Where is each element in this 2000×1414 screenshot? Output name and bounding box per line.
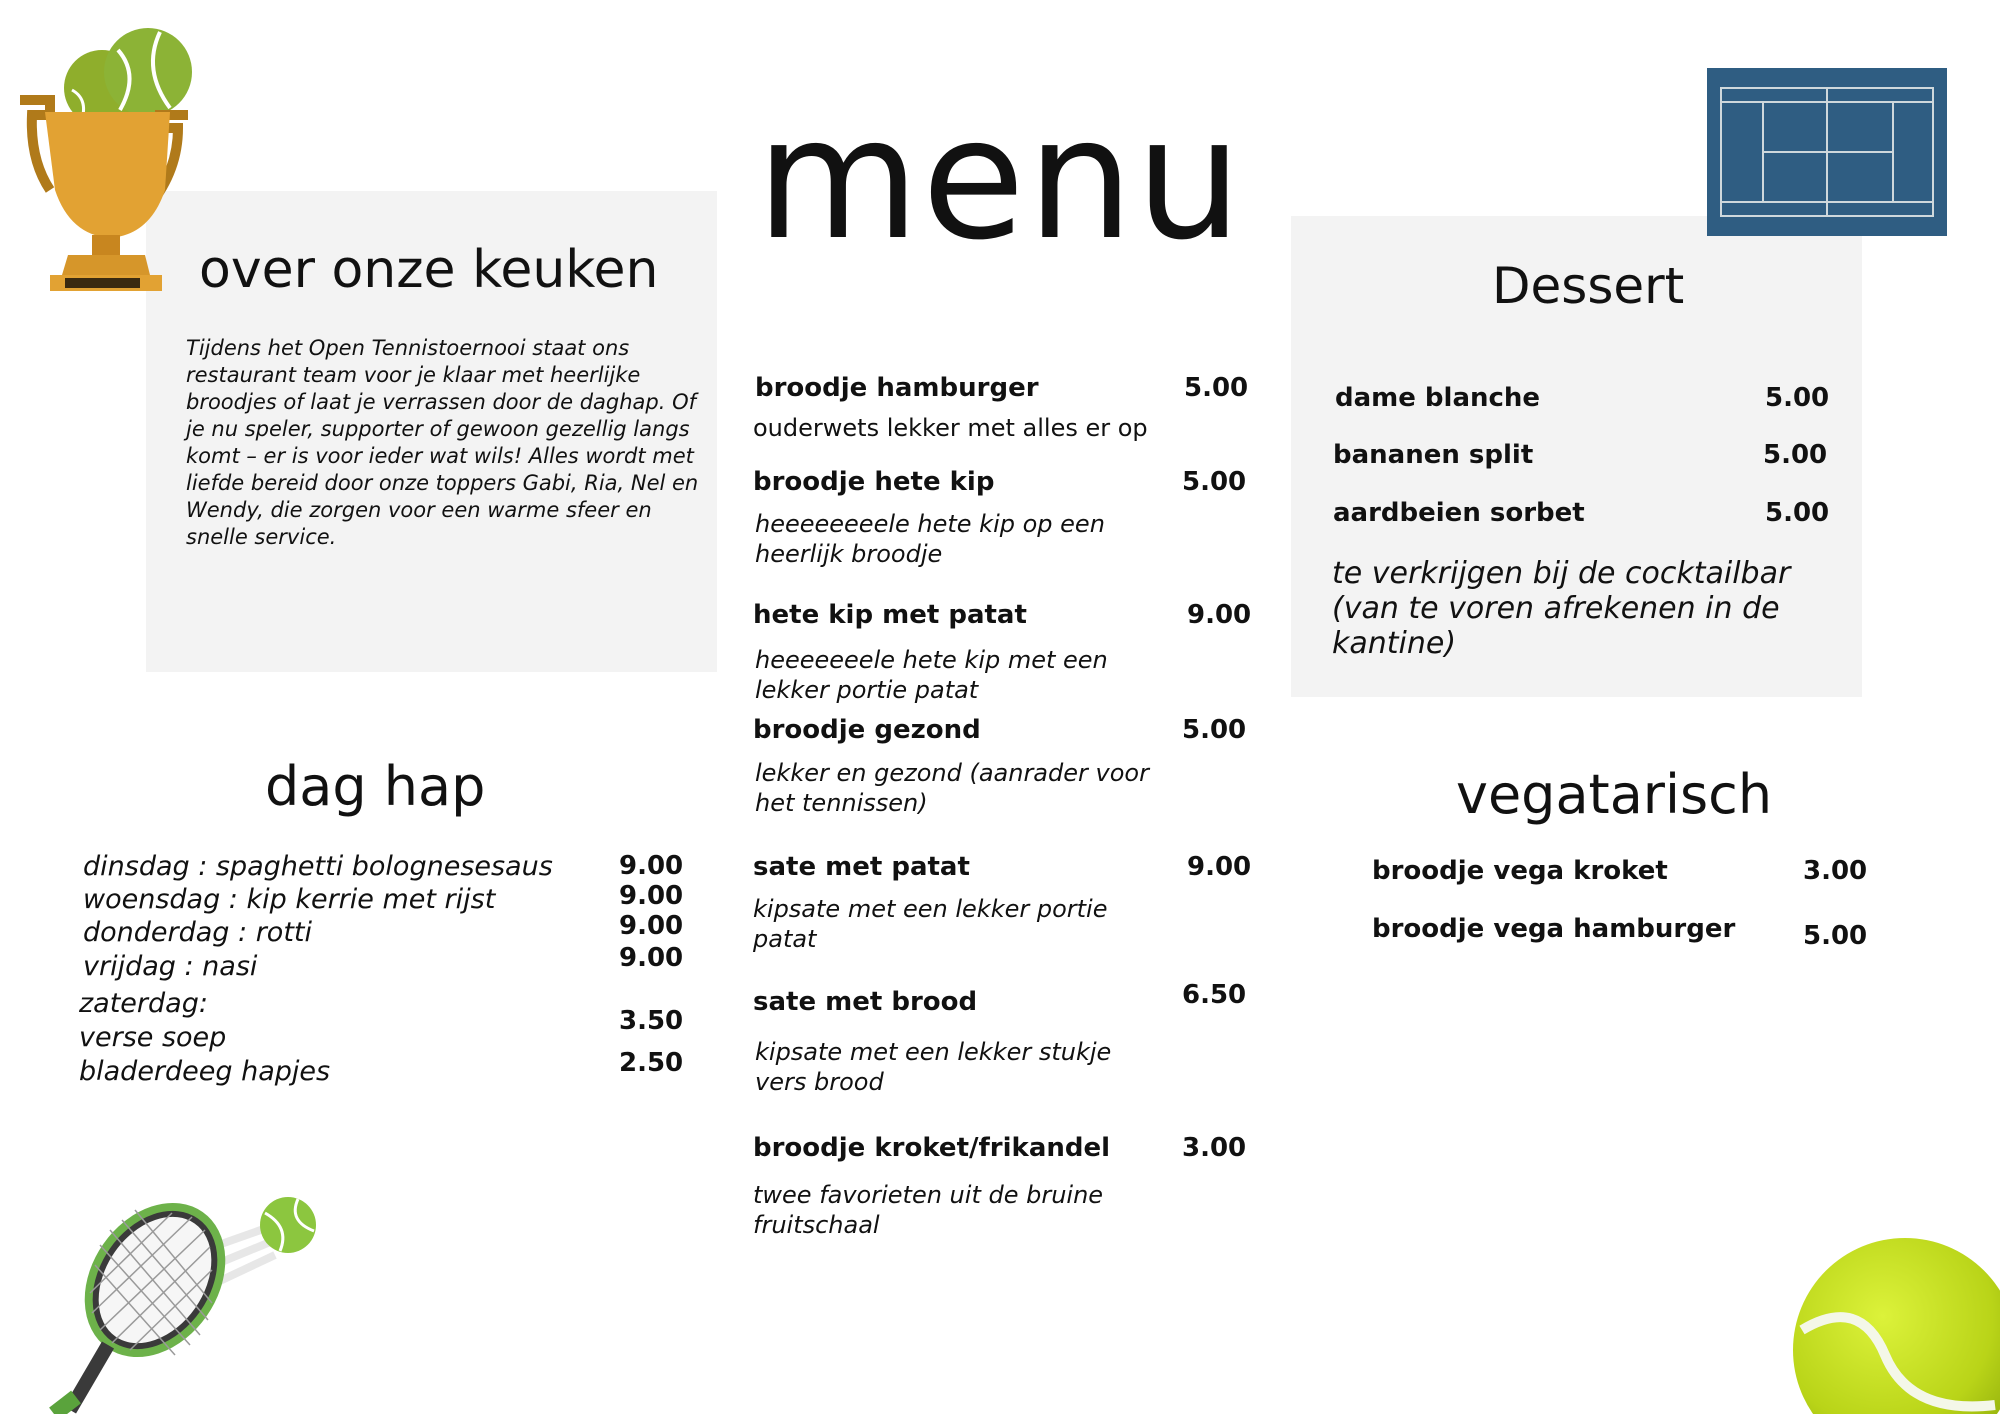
about-text: Tijdens het Open Tennistoernooi staat ons restaurant team voor je klaar met heerlijke broodjes of laat je verrassen door de daghap. Of je nu speler, supporter of gewoon gezellig langs komt – er is voor ieder wat wils! Alles wordt met liefde bereid door onze toppers Gabi, Ria, Nel en Wendy, die zorgen voor een warme sfeer en snelle service. xyxy=(186,336,699,549)
menu-item-name: hete kip met patat xyxy=(753,600,1027,630)
saturday-item: verse soep xyxy=(79,1022,227,1053)
menu-item-price: 5.00 xyxy=(1182,467,1247,497)
day-line: dinsdag : spaghetti bolognesesaus xyxy=(83,851,553,882)
vega-item-name: broodje vega kroket xyxy=(1372,856,1668,886)
tennis-ball-icon xyxy=(1790,1235,2000,1414)
page-title: menu xyxy=(756,81,1244,277)
day-price: 9.00 xyxy=(619,943,684,973)
saturday-item: bladerdeeg hapjes xyxy=(79,1056,331,1087)
tennis-racket-icon xyxy=(40,1185,330,1414)
dessert-item-price: 5.00 xyxy=(1763,440,1828,470)
trophy-icon xyxy=(10,20,200,295)
menu-item-desc: heeeeeeeele hete kip op een heerlijk broodje xyxy=(755,510,1105,568)
menu-item-price: 9.00 xyxy=(1187,852,1252,882)
menu-item-price: 5.00 xyxy=(1184,373,1249,403)
day-price: 9.00 xyxy=(619,881,684,911)
dessert-item-name: dame blanche xyxy=(1335,383,1541,413)
dessert-item-price: 5.00 xyxy=(1765,383,1830,413)
dessert-note: te verkrijgen bij de cocktailbar (van te voren afrekenen in de kantine) xyxy=(1332,556,1791,661)
dessert-heading: Dessert xyxy=(1492,257,1685,315)
menu-item-desc: ouderwets lekker met alles er op xyxy=(753,414,1148,442)
menu-item-name: broodje hamburger xyxy=(755,373,1039,403)
menu-item-desc: lekker en gezond (aanrader voor het tennissen) xyxy=(755,759,1149,817)
menu-item-desc: heeeeeeele hete kip met een lekker portie patat xyxy=(755,646,1108,704)
day-price: 9.00 xyxy=(619,851,684,881)
saturday-label: zaterdag: xyxy=(79,988,208,1019)
vega-item-price: 5.00 xyxy=(1803,921,1868,951)
menu-item-name: broodje kroket/frikandel xyxy=(753,1133,1111,1163)
menu-item-price: 6.50 xyxy=(1182,980,1247,1010)
menu-item-price: 9.00 xyxy=(1187,600,1252,630)
dessert-item-name: aardbeien sorbet xyxy=(1333,498,1585,528)
menu-item-desc: twee favorieten uit de bruine fruitschaal xyxy=(753,1181,1104,1239)
about-heading: over onze keuken xyxy=(199,240,659,300)
dessert-item-price: 5.00 xyxy=(1765,498,1830,528)
saturday-price: 3.50 xyxy=(619,1006,684,1036)
day-line: woensdag : kip kerrie met rijst xyxy=(83,884,496,915)
tennis-court-icon xyxy=(1707,68,1947,236)
vega-item-price: 3.00 xyxy=(1803,856,1868,886)
menu-item-price: 5.00 xyxy=(1182,715,1247,745)
menu-item-name: sate met brood xyxy=(753,987,978,1017)
day-line: donderdag : rotti xyxy=(83,917,312,948)
menu-item-desc: kipsate met een lekker stukje vers brood xyxy=(755,1038,1112,1096)
vega-item-name: broodje vega hamburger xyxy=(1372,914,1736,944)
dag-hap-heading: dag hap xyxy=(265,755,486,818)
vega-heading: vegatarisch xyxy=(1456,763,1773,826)
menu-item-desc: kipsate met een lekker portie patat xyxy=(753,895,1108,953)
menu-item-name: broodje hete kip xyxy=(753,467,995,497)
day-line: vrijdag : nasi xyxy=(83,951,258,982)
saturday-price: 2.50 xyxy=(619,1048,684,1078)
day-price: 9.00 xyxy=(619,911,684,941)
dessert-item-name: bananen split xyxy=(1333,440,1534,470)
menu-item-name: broodje gezond xyxy=(753,715,981,745)
menu-item-name: sate met patat xyxy=(753,852,970,882)
menu-item-price: 3.00 xyxy=(1182,1133,1247,1163)
